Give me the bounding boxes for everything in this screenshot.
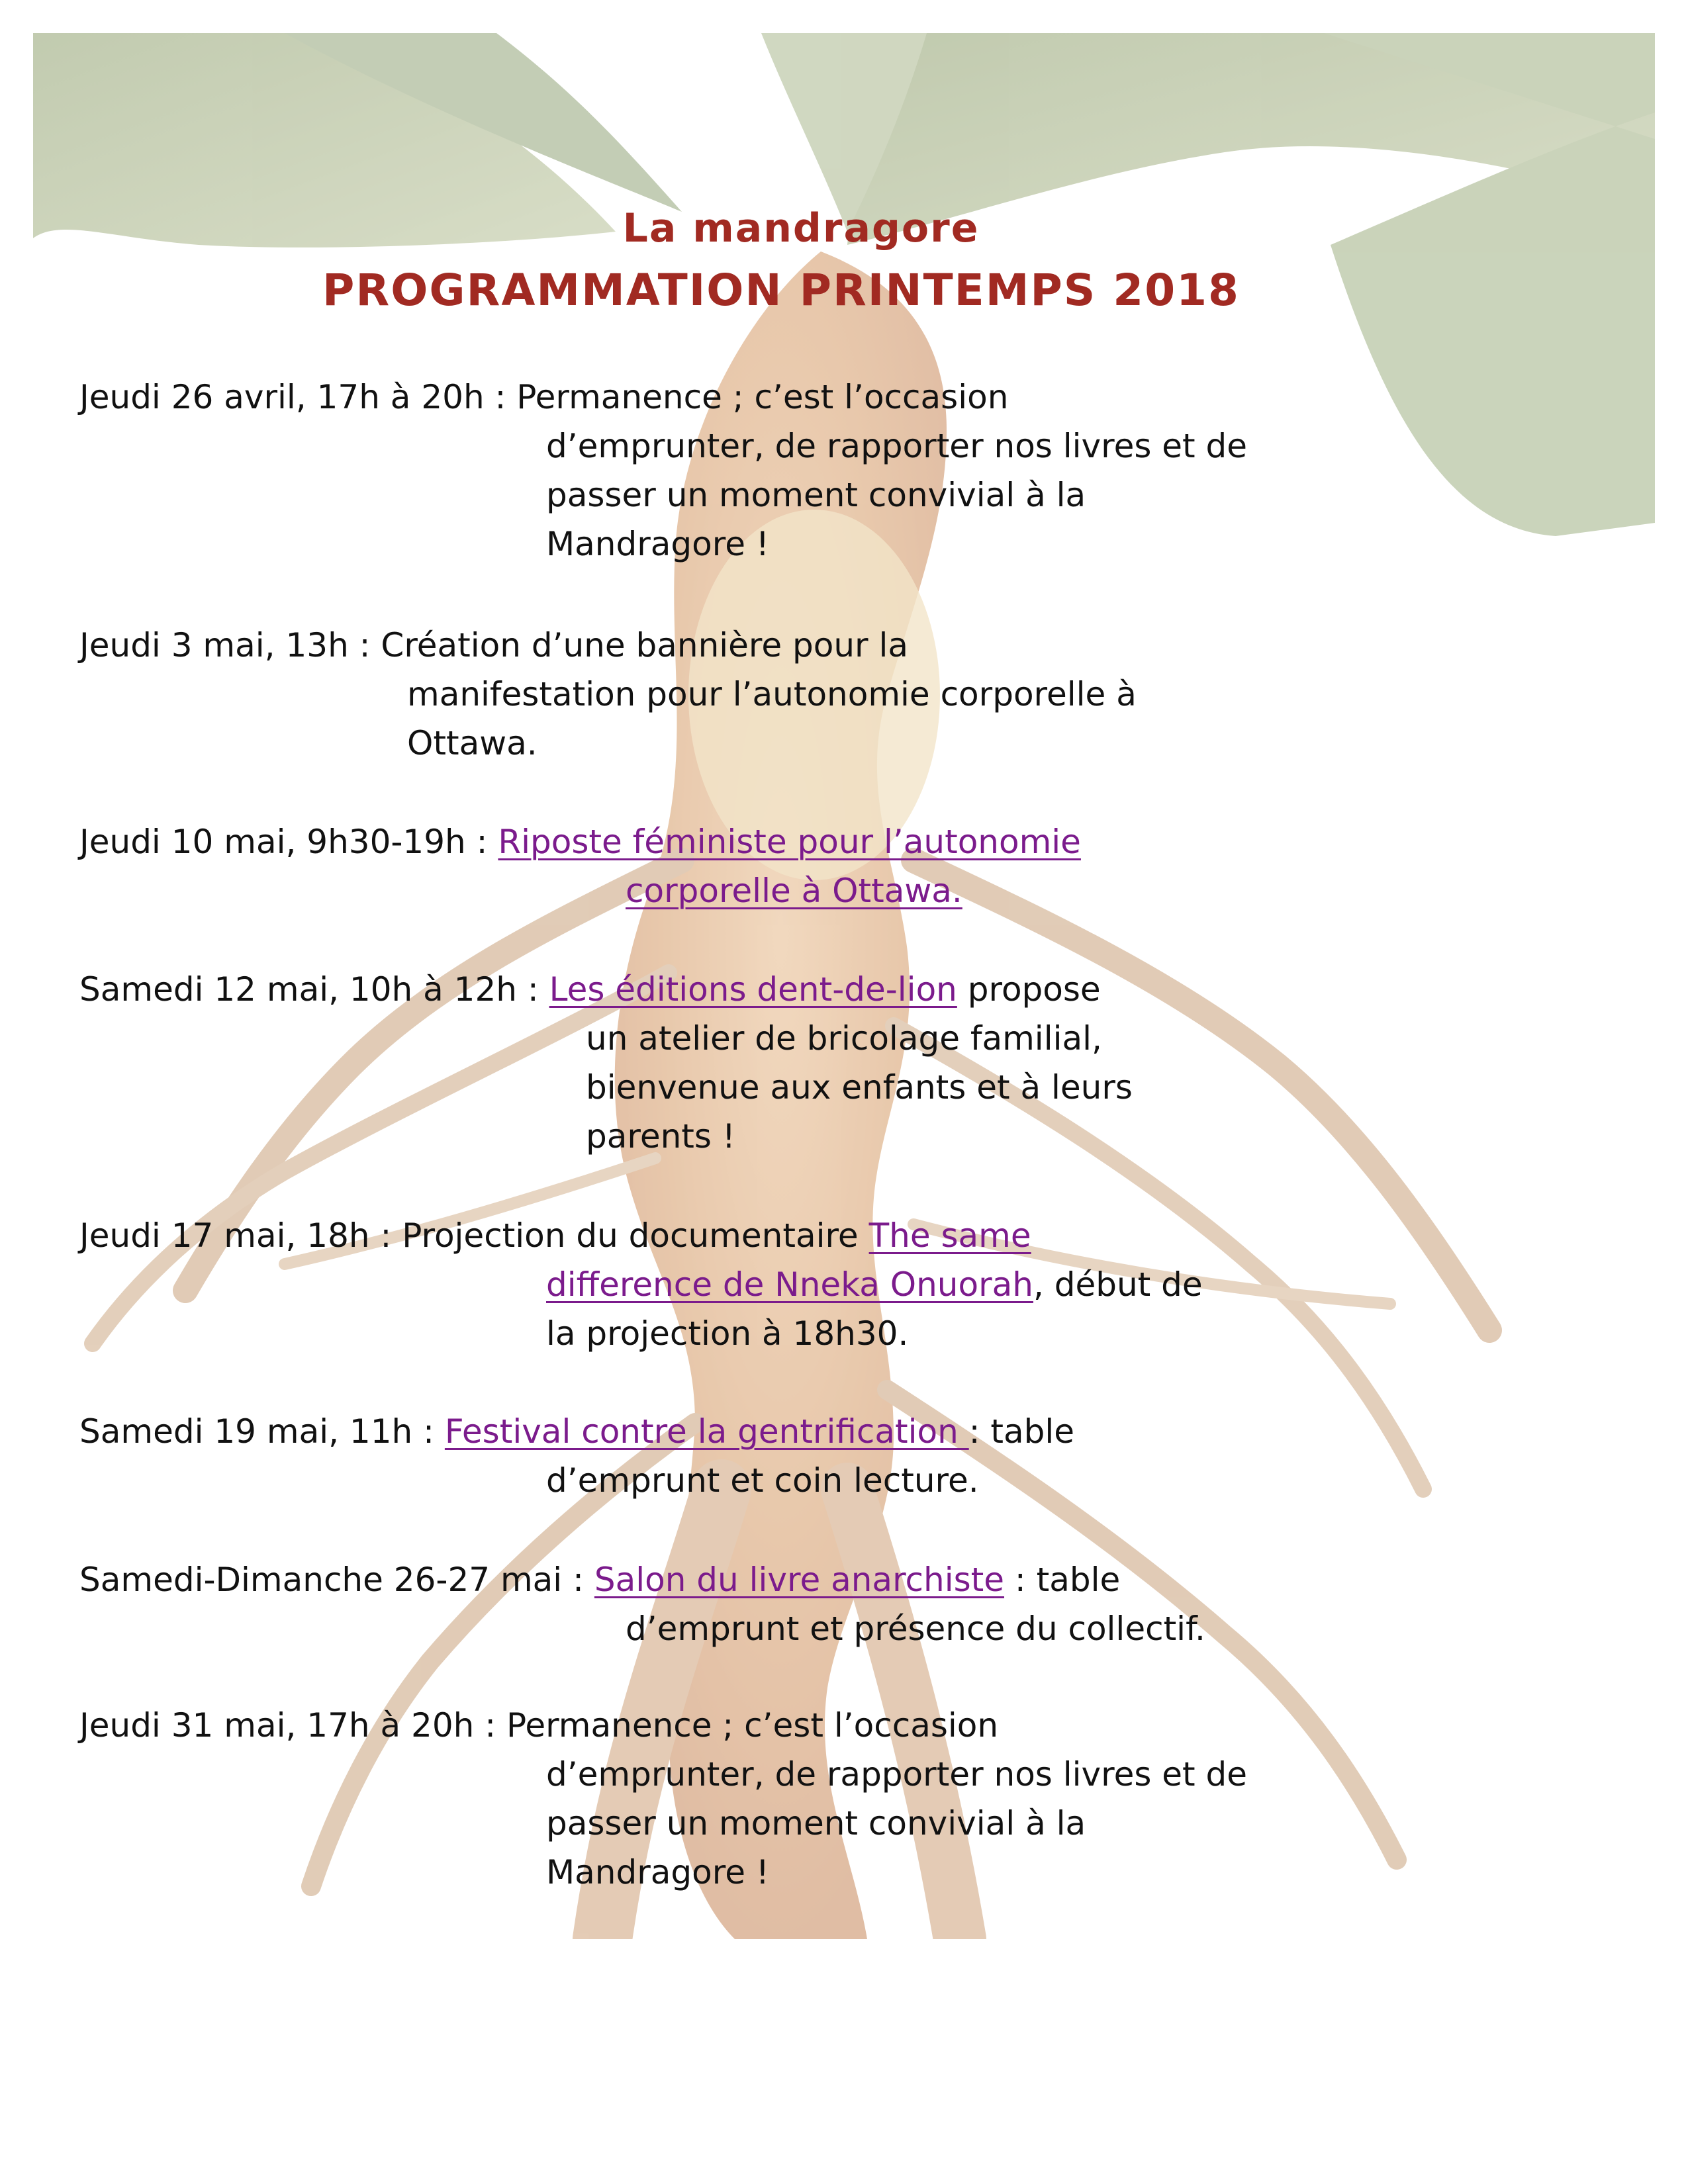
event-description: passer un moment convivial à la <box>546 476 1086 514</box>
page-title: La mandragore <box>622 205 980 251</box>
event-item: Jeudi 31 mai, 17h à 20h : Permanence ; c’est l’occasion d’emprunter, de rapporter nos livres et de passer un moment convivial à la Mandragore ! <box>79 1701 1247 1897</box>
event-link[interactable]: The same <box>868 1216 1031 1255</box>
event-description: propose <box>957 970 1101 1009</box>
event-description: Projection du documentaire <box>402 1216 869 1255</box>
event-link[interactable]: Riposte féministe pour l’autonomie <box>498 823 1081 861</box>
event-description: : table <box>968 1412 1075 1451</box>
event-date: Jeudi 31 mai, 17h à 20h <box>79 1706 475 1745</box>
event-link[interactable]: Festival contre la gentrification <box>444 1412 969 1451</box>
event-description: Mandragore ! <box>546 525 769 563</box>
event-description: parents ! <box>586 1117 735 1156</box>
event-description: Ottawa. <box>407 724 538 762</box>
page-subtitle: PROGRAMMATION PRINTEMPS 2018 <box>322 265 1240 316</box>
event-date: Samedi-Dimanche 26-27 mai <box>79 1561 563 1599</box>
event-description: bienvenue aux enfants et à leurs <box>586 1068 1133 1107</box>
event-description: Permanence ; c’est l’occasion <box>506 1706 999 1745</box>
event-description: un atelier de bricolage familial, <box>586 1019 1102 1058</box>
event-date: Samedi 19 mai, 11h <box>79 1412 413 1451</box>
event-item: Samedi-Dimanche 26-27 mai : Salon du livre anarchiste : table d’emprunt et présence du collectif. <box>79 1555 1205 1653</box>
event-description: manifestation pour l’autonomie corporelle à <box>407 675 1137 713</box>
event-date: Samedi 12 mai, 10h à 12h <box>79 970 517 1009</box>
event-description: d’emprunt et présence du collectif. <box>626 1610 1205 1648</box>
event-description: Création d’une bannière pour la <box>381 626 909 664</box>
event-link[interactable]: Les éditions dent-de-lion <box>549 970 957 1009</box>
event-item: Jeudi 3 mai, 13h : Création d’une bannière pour la manifestation pour l’autonomie corporelle à Ottawa. <box>79 621 1137 768</box>
event-date: Jeudi 26 avril, 17h à 20h <box>79 378 485 416</box>
event-description: Permanence ; c’est l’occasion <box>516 378 1009 416</box>
event-link[interactable]: Salon du livre anarchiste <box>594 1561 1005 1599</box>
event-description: la projection à 18h30. <box>546 1314 909 1353</box>
event-description: d’emprunter, de rapporter nos livres et de <box>546 1755 1248 1794</box>
event-link[interactable]: corporelle à Ottawa. <box>626 872 962 910</box>
event-item: Jeudi 26 avril, 17h à 20h : Permanence ; c’est l’occasion d’emprunter, de rapporter nos livres et de passer un moment convivial à la Mandragore ! <box>79 373 1247 569</box>
event-description: Mandragore ! <box>546 1853 769 1891</box>
event-description: : table <box>1004 1561 1121 1599</box>
event-date: Jeudi 3 mai, 13h <box>79 626 349 664</box>
event-item: Samedi 12 mai, 10h à 12h : Les éditions dent-de-lion propose un atelier de bricolage familial, bienvenue aux enfants et à leurs parents ! <box>79 965 1133 1161</box>
event-item: Jeudi 17 mai, 18h : Projection du documentaire The same difference de Nneka Onuorah, début de la projection à 18h30. <box>79 1211 1203 1358</box>
event-description: d’emprunter, de rapporter nos livres et de <box>546 427 1248 465</box>
event-link[interactable]: difference de Nneka Onuorah <box>546 1265 1033 1304</box>
event-description: passer un moment convivial à la <box>546 1804 1086 1843</box>
event-date: Jeudi 17 mai, 18h <box>79 1216 370 1255</box>
event-item: Jeudi 10 mai, 9h30-19h : Riposte féministe pour l’autonomie corporelle à Ottawa. <box>79 823 1081 910</box>
event-description: , début de <box>1033 1265 1203 1304</box>
event-description: d’emprunt et coin lecture. <box>546 1461 979 1500</box>
event-date: Jeudi 10 mai, 9h30-19h <box>79 823 466 861</box>
event-item: Samedi 19 mai, 11h : Festival contre la gentrification : table d’emprunt et coin lecture. <box>79 1407 1074 1505</box>
